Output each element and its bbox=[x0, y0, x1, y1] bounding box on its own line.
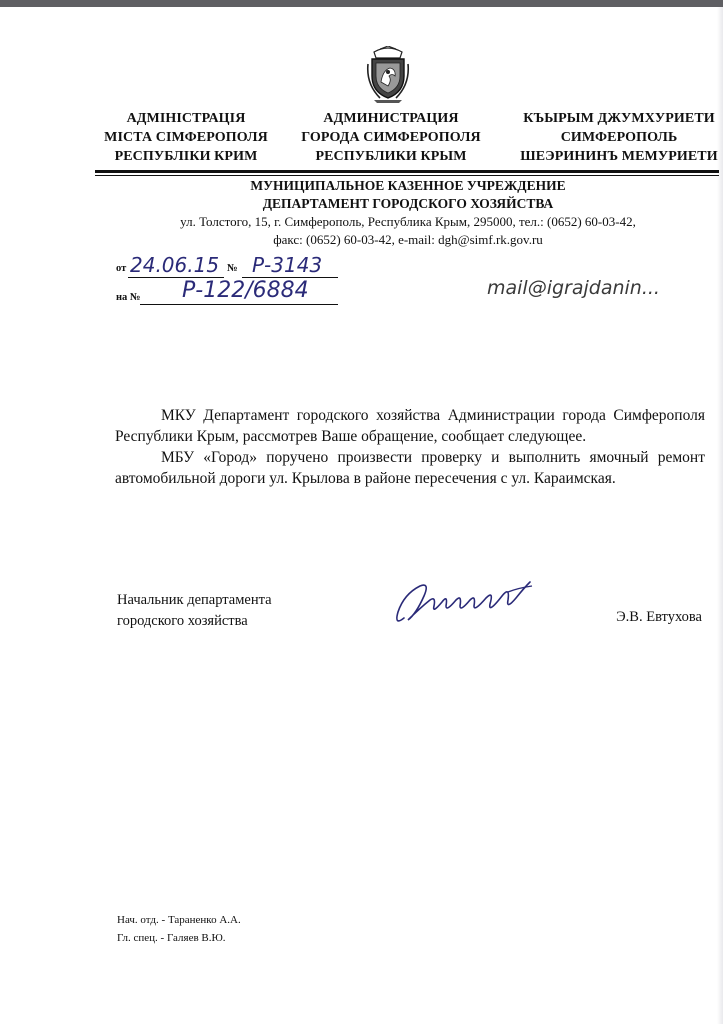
header-crh-line3: ШЕЭРИНИНЪ МЕМУРИЕТИ bbox=[520, 149, 718, 164]
header-crh-line1: КЪЫРЫМ ДЖУМХУРИЕТИ bbox=[523, 111, 715, 126]
org-address: ул. Толстого, 15, г. Симферополь, Республика Крым, 295000, тел.: (0652) 60-03-42, bbox=[180, 214, 636, 229]
signatory-title-line2: городского хозяйства bbox=[117, 613, 248, 629]
handwritten-date: 24.06.15 bbox=[130, 253, 220, 277]
on-number-label: на № bbox=[116, 292, 141, 303]
header-ukrainian bbox=[86, 109, 286, 166]
org-name-line2: ДЕПАРТАМЕНТ ГОРОДСКОГО ХОЗЯЙСТВА bbox=[262, 196, 554, 211]
header-ru-line3: РЕСПУБЛИКИ КРЫМ bbox=[315, 149, 467, 164]
ref-line bbox=[140, 304, 338, 305]
body-paragraph-1: МКУ Департамент городского хозяйства Администрации города Симферополя Республики Крым, рассмотрев Ваше обращение, сообщает следующее. bbox=[115, 407, 705, 445]
top-bar bbox=[0, 0, 723, 7]
body-paragraph-2: МБУ «Город» поручено произвести проверку и выполнить ямочный ремонт автомобильной дороги ул. Крылова в районе пересечения с ул. Караимская. bbox=[115, 449, 705, 487]
letter-body bbox=[115, 405, 705, 489]
header-ua-line3: РЕСПУБЛІКИ КРИМ bbox=[114, 149, 258, 164]
handwritten-signature bbox=[390, 574, 540, 630]
signatory-title-line1: Начальник департамента bbox=[117, 592, 272, 608]
org-name-line1: МУНИЦИПАЛЬНОЕ КАЗЕННОЕ УЧРЕЖДЕНИЕ bbox=[250, 178, 566, 193]
number-label: № bbox=[227, 263, 238, 274]
crimea-emblem-icon bbox=[366, 46, 410, 104]
org-contacts: факс: (0652) 60-03-42, e-mail: dgh@simf.rk.gov.ru bbox=[273, 232, 543, 247]
header-ua-line1: АДМІНІСТРАЦІЯ bbox=[126, 111, 246, 126]
footer-executors bbox=[117, 911, 241, 947]
header-ru-line2: ГОРОДА СИМФЕРОПОЛЯ bbox=[301, 130, 481, 145]
header-ua-line2: МІСТА СІМФЕРОПОЛЯ bbox=[104, 130, 268, 145]
header-ru-line1: АДМИНИСТРАЦИЯ bbox=[323, 111, 459, 126]
header-crimean-tatar bbox=[516, 109, 722, 166]
footer-line2: Гл. спец. - Галяев В.Ю. bbox=[117, 932, 226, 944]
signatory-name: Э.В. Евтухова bbox=[616, 609, 702, 625]
handwritten-number: Р-3143 bbox=[252, 253, 323, 277]
header-crh-line2: СИМФЕРОПОЛЬ bbox=[560, 130, 678, 145]
footer-line1: Нач. отд. - Тараненко А.А. bbox=[117, 914, 241, 926]
header-divider-thin bbox=[95, 175, 719, 176]
handwritten-reference: Р-122/6884 bbox=[182, 278, 309, 303]
header-divider-thick bbox=[95, 170, 719, 173]
signatory-title bbox=[117, 590, 272, 632]
header-russian bbox=[291, 109, 491, 166]
from-label: от bbox=[116, 263, 127, 274]
handwritten-note: mail@igrajdanin... bbox=[487, 277, 660, 299]
